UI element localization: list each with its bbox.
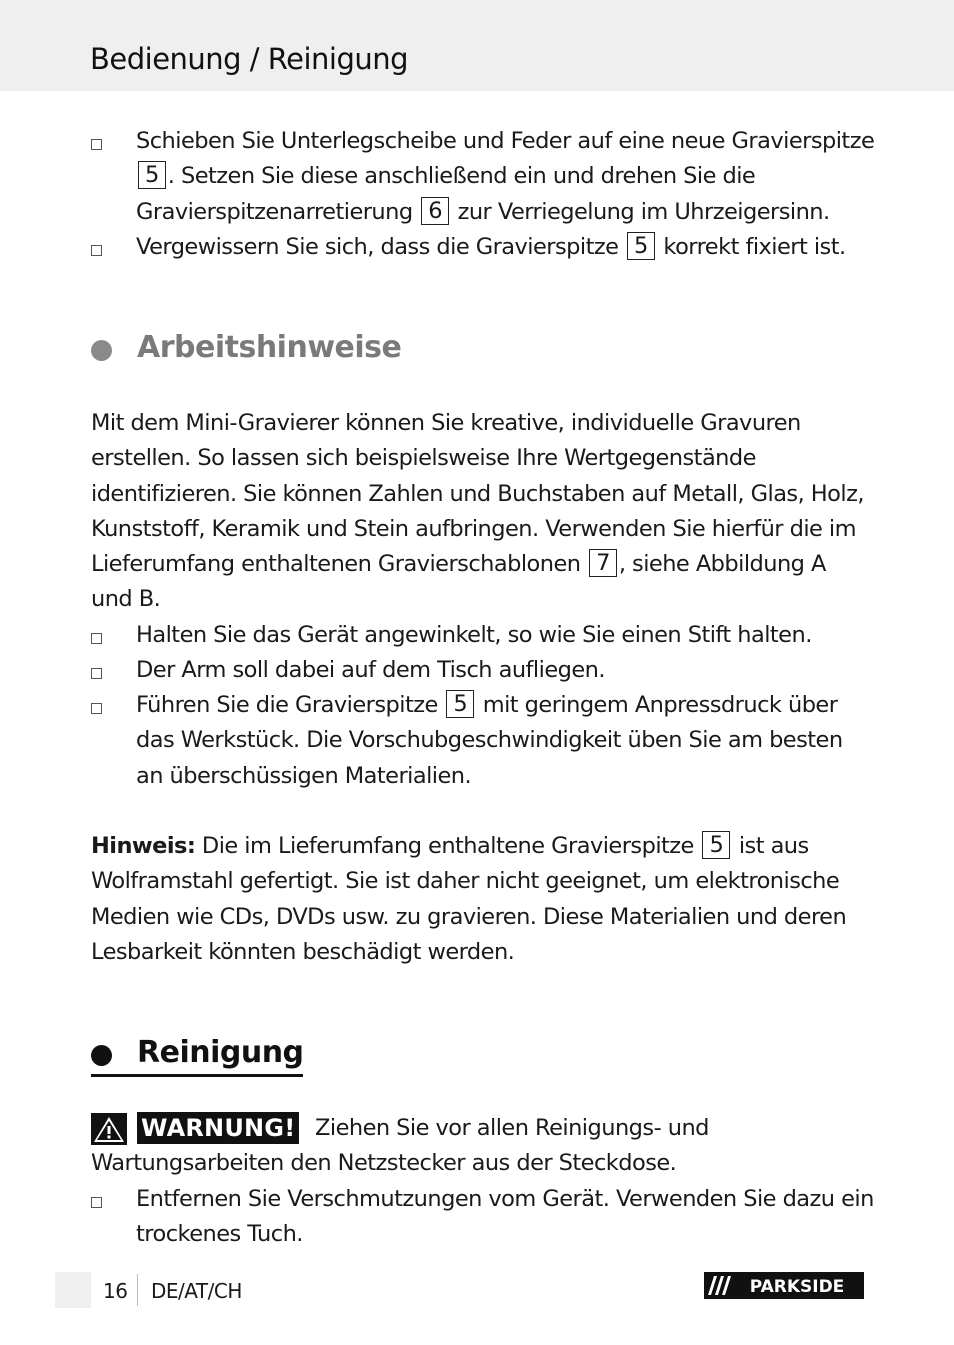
section-heading: Reinigung bbox=[137, 1035, 304, 1070]
section-heading: Arbeitshinweise bbox=[137, 330, 402, 365]
warning-paragraph: Ziehen Sie vor allen Reinigungs- und Wartungsarbeiten den Netzstecker aus der Steckdose. bbox=[91, 1115, 709, 1177]
reference-number: 5 bbox=[702, 831, 730, 859]
warning-badge: WARNUNG! bbox=[137, 1112, 299, 1144]
heading-underline bbox=[91, 1074, 303, 1077]
list-item: Schieben Sie Unterlegscheibe und Feder auf eine neue Gravierspitze 5 . Setzen Sie diese anschließend ein und drehen Sie die Gravierspitzenarretierung 6 zur Verriegelung im Uhrzeigersinn. bbox=[136, 128, 875, 225]
bullet-icon bbox=[91, 668, 102, 679]
list-item: Vergewissern Sie sich, dass die Gravierspitze 5 korrekt fixiert ist. bbox=[136, 233, 846, 260]
list-item: Führen Sie die Gravierspitze 5 mit geringem Anpressdruck über das Werkstück. Die Vorschubgeschwindigkeit üben Sie am besten an überschüssigen Materialien. bbox=[136, 691, 843, 789]
intro-paragraph: Mit dem Mini-Gravierer können Sie kreative, individuelle Gravuren erstellen. So lassen sich beispielsweise Ihre Wertgegenstände identifizieren. Sie können Zahlen und Buchstaben auf Metall, Glas, Holz, Kunststoff, Keramik und Stein aufbringen. Verwenden Sie hierfür die im Lieferumfang enthaltenen Gravierschablonen 7 , siehe Abbildung A und B. bbox=[91, 410, 864, 613]
list-item: Entfernen Sie Verschmutzungen vom Gerät. Verwenden Sie dazu ein trockenes Tuch. bbox=[136, 1186, 874, 1248]
note-label: Hinweis: bbox=[91, 833, 196, 859]
page-title: Bedienung / Reinigung bbox=[90, 42, 409, 76]
bullet-icon bbox=[91, 245, 102, 256]
parkside-logo bbox=[704, 1272, 864, 1299]
bullet-icon bbox=[91, 633, 102, 644]
list-item: Halten Sie das Gerät angewinkelt, so wie Sie einen Stift halten. bbox=[136, 622, 812, 648]
page-number: 16 bbox=[103, 1279, 128, 1303]
reference-number: 5 bbox=[138, 161, 166, 189]
section-dot-icon bbox=[91, 1045, 112, 1066]
page-header bbox=[0, 0, 954, 91]
bullet-icon bbox=[91, 1197, 102, 1208]
list-item: Der Arm soll dabei auf dem Tisch aufliegen. bbox=[136, 657, 605, 683]
logo-text: PARKSIDE bbox=[749, 1277, 845, 1297]
footer-divider bbox=[137, 1274, 138, 1306]
footer-tab bbox=[55, 1272, 91, 1308]
reference-number: 6 bbox=[421, 197, 449, 225]
language-code: DE/AT/CH bbox=[151, 1279, 242, 1303]
bullet-icon bbox=[91, 703, 102, 714]
note-paragraph: Hinweis: Die im Lieferumfang enthaltene Gravierspitze 5 ist aus Wolframstahl gefertigt. Sie ist daher nicht geeignet, um elektronische Medien wie CDs, DVDs usw. zu gravieren. Diese Materialien und deren Lesbarkeit könnten beschädigt werden. bbox=[91, 832, 847, 965]
reference-number: 5 bbox=[446, 690, 474, 718]
reference-number: 5 bbox=[627, 232, 655, 260]
section-dot-icon bbox=[91, 340, 112, 361]
reference-number: 7 bbox=[589, 549, 617, 577]
bullet-icon bbox=[91, 139, 102, 150]
